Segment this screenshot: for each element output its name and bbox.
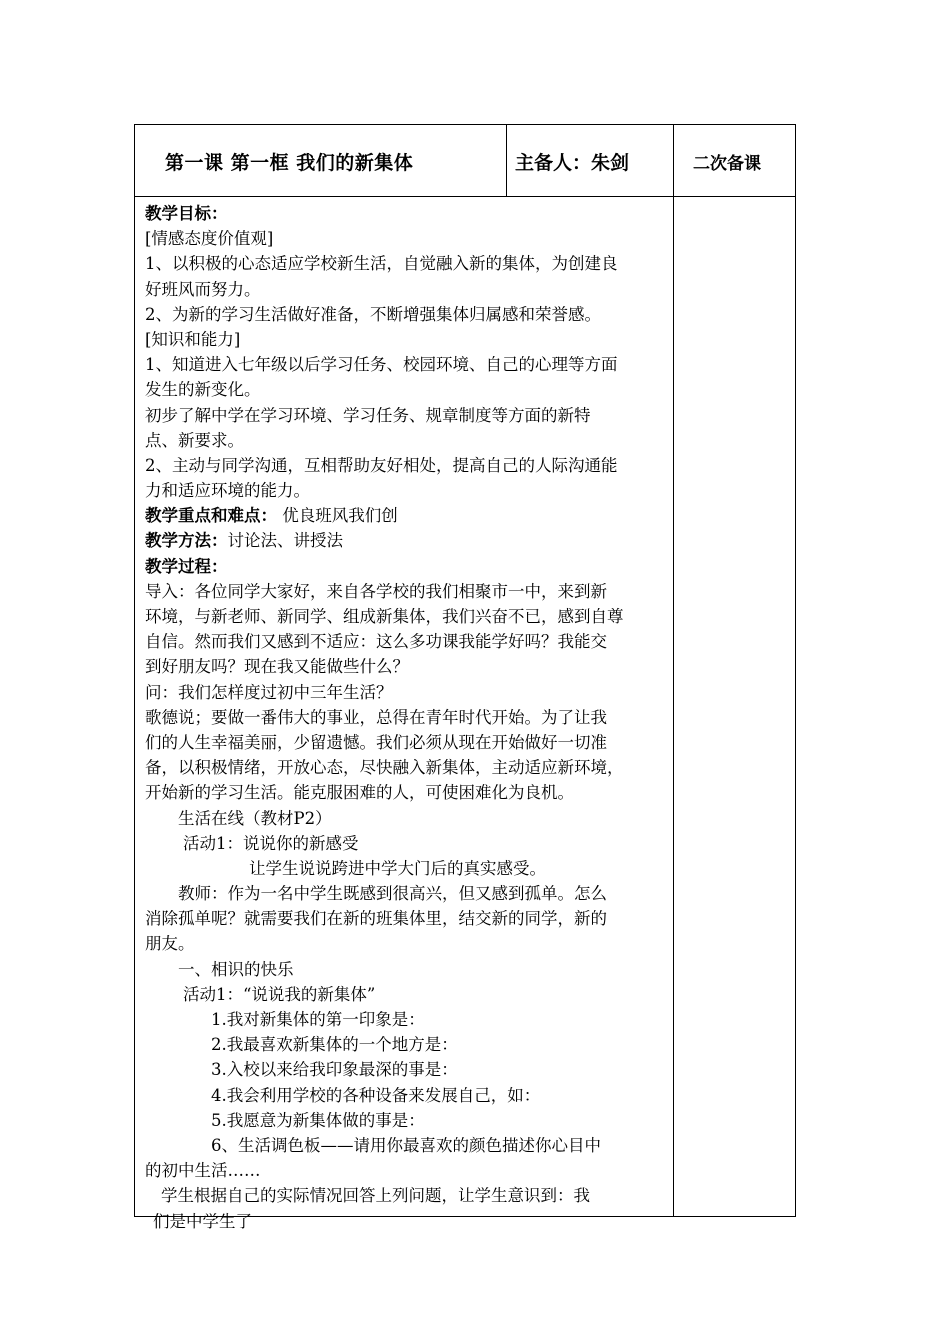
line-text: 学生根据自己的实际情况回答上列问题，让学生意识到：我 <box>161 1186 590 1206</box>
content-line <box>145 201 671 226</box>
line-text: 1、知道进入七年级以后学习任务、校园环境、自己的心理等方面 <box>145 355 618 375</box>
line-text: 初步了解中学在学习环境、学习任务、规章制度等方面的新特 <box>145 405 591 425</box>
line-text: 活动1：说说你的新感受 <box>183 833 359 853</box>
content-line <box>145 403 671 428</box>
content-line <box>145 528 671 553</box>
lesson-title: 第一课 第一框 我们的新集体 <box>165 151 414 174</box>
second-prep-label: 二次备课 <box>693 153 761 174</box>
content-line <box>145 1158 671 1183</box>
content-line <box>145 831 671 856</box>
line-text: 开始新的学习生活。能克服困难的人，可使困难化为良机。 <box>145 783 574 803</box>
content-line <box>145 478 671 503</box>
content-line <box>145 705 671 730</box>
line-text: 问：我们怎样度过初中三年生活？ <box>145 682 393 702</box>
content-line <box>145 327 671 352</box>
content-line <box>145 377 671 402</box>
line-text: 活动1：“说说我的新集体” <box>183 984 376 1004</box>
content-line <box>145 251 671 276</box>
content-line <box>145 1209 671 1234</box>
line-text: 自信。然而我们又感到不适应：这么多功课我能学好吗？我能交 <box>145 632 607 652</box>
line-text: 2、为新的学习生活做好准备，不断增强集体归属感和荣誉感。 <box>145 304 601 324</box>
line-text: 备，以积极情绪，开放心态，尽快融入新集体，主动适应新环境， <box>145 758 624 778</box>
line-text: 环境，与新老师、新同学、组成新集体，我们兴奋不已，感到自尊 <box>145 607 624 626</box>
content-line <box>145 1108 671 1133</box>
content-line <box>145 428 671 453</box>
content-line <box>145 680 671 705</box>
content-line <box>145 730 671 755</box>
content-line <box>145 554 671 579</box>
section-label: 教学重点和难点： <box>145 506 277 526</box>
column-divider <box>673 125 674 1216</box>
line-text: 力和适应环境的能力。 <box>145 481 310 501</box>
content-line <box>145 1083 671 1108</box>
line-text: 的初中生活…… <box>145 1161 261 1181</box>
content-line <box>145 1007 671 1032</box>
line-text: 教师：作为一名中学生既感到很高兴，但又感到孤单。怎么 <box>178 884 607 904</box>
content-line <box>145 226 671 251</box>
line-text: 导入：各位同学大家好，来自各学校的我们相聚市一中，来到新 <box>145 581 607 601</box>
content-line <box>145 1057 671 1082</box>
section-label: 教学方法： <box>145 531 228 551</box>
line-text: 优良班风我们创 <box>277 506 398 526</box>
line-text: 讨论法、讲授法 <box>227 531 343 551</box>
content-line <box>145 629 671 654</box>
line-text: 生活在线（教材P2） <box>178 808 332 828</box>
content-line <box>145 302 671 327</box>
line-text: 1、以积极的心态适应学校新生活，自觉融入新的集体，为创建良 <box>145 254 618 274</box>
content-line <box>145 881 671 906</box>
line-text: 2、主动与同学沟通，互相帮助友好相处，提高自己的人际沟通能 <box>145 455 618 475</box>
preparer-label: 主备人：朱剑 <box>515 151 630 174</box>
column-divider <box>506 125 507 197</box>
line-text: 们的人生幸福美丽，少留遗憾。我们必须从现在开始做好一切准 <box>145 732 607 752</box>
content-line <box>145 931 671 956</box>
line-text: 教学过程： <box>145 556 228 576</box>
line-text: 好班风而努力。 <box>145 279 261 299</box>
line-text: 一、相识的快乐 <box>178 959 294 979</box>
content-line <box>145 982 671 1007</box>
line-text: 教学目标： <box>145 204 228 223</box>
content-line <box>145 352 671 377</box>
line-text: 发生的新变化。 <box>145 380 261 400</box>
line-text: 6、生活调色板——请用你最喜欢的颜色描述你心目中 <box>211 1135 601 1155</box>
line-text: 朋友。 <box>145 934 195 954</box>
line-text: [情感态度价值观] <box>145 229 274 249</box>
content-line <box>145 755 671 780</box>
lesson-plan-table <box>134 124 796 1231</box>
line-text: 点、新要求。 <box>145 430 244 450</box>
content-line <box>145 1032 671 1057</box>
content-line <box>145 906 671 931</box>
content-line <box>145 806 671 831</box>
line-text: 3.入校以来给我印象最深的事是： <box>211 1060 458 1080</box>
content-line <box>145 604 671 629</box>
content-line <box>145 277 671 302</box>
content-line <box>145 654 671 679</box>
content-line <box>145 1133 671 1158</box>
lesson-content <box>145 201 671 1234</box>
line-text: 歌德说；要做一番伟大的事业，总得在青年时代开始。为了让我 <box>145 707 607 727</box>
line-text: 让学生说说跨进中学大门后的真实感受。 <box>249 858 546 878</box>
content-line <box>145 503 671 528</box>
content-line <box>145 453 671 478</box>
line-text: 2.我最喜欢新集体的一个地方是： <box>211 1035 458 1055</box>
line-text: 到好朋友吗？现在我又能做些什么？ <box>145 657 409 677</box>
line-text: 1.我对新集体的第一印象是： <box>211 1010 425 1029</box>
content-line <box>145 579 671 604</box>
content-line <box>145 957 671 982</box>
content-line <box>145 780 671 805</box>
line-text: 5.我愿意为新集体做的事是： <box>211 1110 425 1130</box>
line-text: [知识和能力] <box>145 329 241 349</box>
line-text: 4.我会利用学校的各种设备来发展自己，如： <box>211 1085 541 1105</box>
content-line <box>145 856 671 881</box>
line-text: 消除孤单呢？就需要我们在新的班集体里，结交新的同学，新的 <box>145 909 607 929</box>
content-line <box>145 1183 671 1208</box>
line-text: 们是中学生了 <box>153 1211 252 1231</box>
